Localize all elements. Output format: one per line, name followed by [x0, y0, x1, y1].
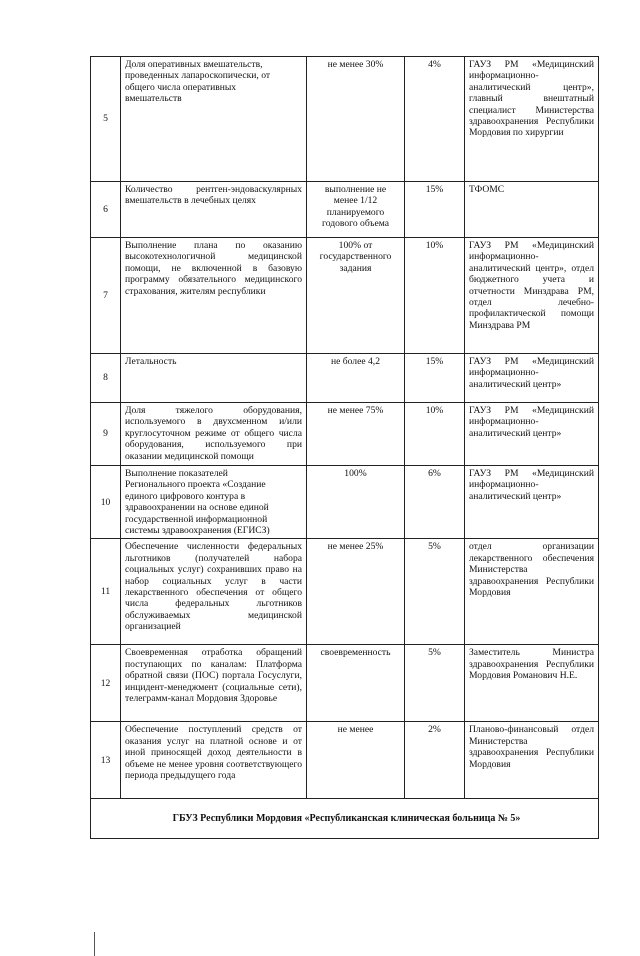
row-number-text: 8	[103, 372, 108, 384]
target-value-cell-text: не менее 30%	[327, 59, 384, 70]
target-value-cell-text: выполнение не менее 1/12 планируемого годового объема	[322, 184, 389, 230]
responsible-cell	[465, 182, 599, 238]
responsible-cell	[465, 466, 599, 539]
indicator-cell-text: Обеспечение численности федеральных льготников (получателей набора социальных услуг) сохранивших право на набор социальных услуг в части лекарственного обеспечения от общего числа федеральных льготников обслуживаемых медицинской организацией	[125, 541, 302, 633]
weight-cell-text: 2%	[428, 724, 441, 736]
indicator-cell	[121, 645, 307, 722]
target-value-cell-text: не менее 75%	[327, 405, 384, 416]
responsible-cell	[465, 645, 599, 722]
row-number-text: 6	[103, 203, 108, 215]
table-row	[91, 539, 599, 645]
target-value-cell	[307, 238, 405, 354]
row-number-text: 7	[103, 289, 108, 301]
indicator-cell-text: Выполнение показателей Регионального проекта «Создание единого цифрового контура в здравоохранении на основе единой государственной информационной системы здравоохранения (ЕГИСЗ)	[125, 468, 270, 537]
target-value-cell	[307, 722, 405, 799]
document-page	[90, 56, 599, 839]
weight-cell	[405, 57, 465, 182]
target-value-cell-text: не менее 25%	[327, 541, 384, 553]
row-number-text: 13	[100, 754, 111, 766]
indicator-cell	[121, 354, 307, 403]
responsible-cell-text: Планово-финансовый отдел Министерства здравоохранения Республики Мордовия	[469, 724, 594, 770]
table-row	[91, 182, 599, 238]
target-value-cell	[307, 466, 405, 539]
weight-cell	[405, 539, 465, 645]
indicator-cell	[121, 466, 307, 539]
target-value-cell	[307, 182, 405, 238]
responsible-cell-text: ГАУЗ РМ «Медицинский информационно-аналитический центр»	[469, 356, 594, 390]
indicator-cell	[121, 539, 307, 645]
indicators-table	[90, 56, 599, 839]
weight-cell-text: 6%	[428, 468, 441, 479]
indicator-cell	[121, 403, 307, 466]
weight-cell	[405, 354, 465, 403]
table-row	[91, 722, 599, 799]
indicator-cell	[121, 182, 307, 238]
row-number-text: 9	[103, 428, 108, 440]
responsible-cell-text: ТФОМС	[469, 184, 505, 195]
responsible-cell-text: Заместитель Министра здравоохранения Республики Мордовия Романович Н.Е.	[469, 647, 594, 682]
weight-cell	[405, 182, 465, 238]
row-number	[91, 354, 121, 403]
row-number	[91, 57, 121, 182]
table-body	[91, 57, 599, 799]
indicator-cell-text: Летальность	[125, 356, 177, 367]
indicator-cell-text: Доля тяжелого оборудования, используемого в двухсменном и/или круглосуточном режиме от общего числа оборудования, используемого при оказании медицинской помощи	[125, 405, 302, 462]
target-value-cell	[307, 645, 405, 722]
target-value-cell-text: своевременность	[320, 647, 391, 659]
responsible-cell-text: ГАУЗ РМ «Медицинский информационно-аналитический центр»	[469, 405, 594, 439]
indicator-cell-text: Выполнение плана по оказанию высокотехнологичной медицинской помощи, не включенной в базовую программу обязательного медицинского страхования, жителям республики	[125, 240, 302, 297]
target-value-cell	[307, 403, 405, 466]
indicator-cell-text: Своевременная отработка обращений поступающих по каналам: Платформа обратной связи (ПОС) портала Госуслуги, инцидент-менеджмент (социальные сети), телеграмм-канал Мордовия Здоровье	[125, 647, 302, 705]
hospital-name-heading: ГБУЗ Республики Мордовия «Республиканская клиническая больница № 5»	[91, 799, 599, 839]
row-number-text: 11	[100, 586, 111, 598]
weight-cell	[405, 466, 465, 539]
table-row	[91, 466, 599, 539]
responsible-cell	[465, 539, 599, 645]
target-value-cell	[307, 354, 405, 403]
responsible-cell	[465, 238, 599, 354]
weight-cell-text: 5%	[428, 541, 441, 553]
row-number	[91, 403, 121, 466]
row-number	[91, 238, 121, 354]
table-row	[91, 57, 599, 182]
row-number	[91, 645, 121, 722]
target-value-cell-text: не менее	[337, 724, 374, 736]
responsible-cell-text: отдел организации лекарственного обеспечения Министерства здравоохранения Республики Мордовия	[469, 541, 594, 599]
responsible-cell	[465, 57, 599, 182]
responsible-cell	[465, 722, 599, 799]
target-value-cell	[307, 539, 405, 645]
indicator-cell-text: Обеспечение поступлений средств от оказания услуг на платной основе и от иной приносящей доход деятельности в объеме не менее уровня соответствующего периода предыдущего года	[125, 724, 302, 782]
row-number	[91, 466, 121, 539]
weight-cell-text: 15%	[425, 184, 444, 195]
weight-cell	[405, 238, 465, 354]
margin-mark	[94, 932, 96, 956]
footer-row	[91, 799, 599, 839]
responsible-cell-text: ГАУЗ РМ «Медицинский информационно-аналитический центр», отдел бюджетного учета и отчетности Минздрава РМ, отдел лечебно-профилактической помощи Минздрава РМ	[469, 240, 594, 331]
row-number-text: 5	[103, 113, 108, 125]
target-value-cell-text: не более 4,2	[330, 356, 381, 367]
table-row	[91, 403, 599, 466]
row-number	[91, 722, 121, 799]
row-number-text: 10	[100, 496, 111, 508]
indicator-cell-text: Количество рентген-эндоваскулярных вмешательств в лечебных целях	[125, 184, 302, 207]
indicator-cell	[121, 57, 307, 182]
row-number	[91, 539, 121, 645]
indicator-cell-text: Доля оперативных вмешательств, проведенных лапароскопически, от общего числа оперативных вмешательств	[125, 59, 271, 105]
table-row	[91, 238, 599, 354]
responsible-cell-text: ГАУЗ РМ «Медицинский информационно-аналитический центр», главный внештатный специалист Министерства здравоохранения Республики Мордовия по хирургии	[469, 59, 594, 139]
weight-cell-text: 10%	[425, 405, 444, 416]
weight-cell-text: 4%	[428, 59, 441, 70]
weight-cell	[405, 722, 465, 799]
indicator-cell	[121, 238, 307, 354]
weight-cell-text: 15%	[425, 356, 444, 367]
row-number	[91, 182, 121, 238]
indicator-cell	[121, 722, 307, 799]
responsible-cell	[465, 403, 599, 466]
table-row	[91, 645, 599, 722]
weight-cell	[405, 403, 465, 466]
target-value-cell	[307, 57, 405, 182]
target-value-cell-text: 100% от государственного задания	[319, 240, 392, 274]
responsible-cell	[465, 354, 599, 403]
table-row	[91, 354, 599, 403]
responsible-cell-text: ГАУЗ РМ «Медицинский информационно-аналитический центр»	[469, 468, 594, 502]
row-number-text: 12	[100, 677, 111, 689]
weight-cell-text: 10%	[425, 240, 444, 251]
weight-cell-text: 5%	[428, 647, 441, 659]
weight-cell	[405, 645, 465, 722]
target-value-cell-text: 100%	[344, 468, 367, 479]
